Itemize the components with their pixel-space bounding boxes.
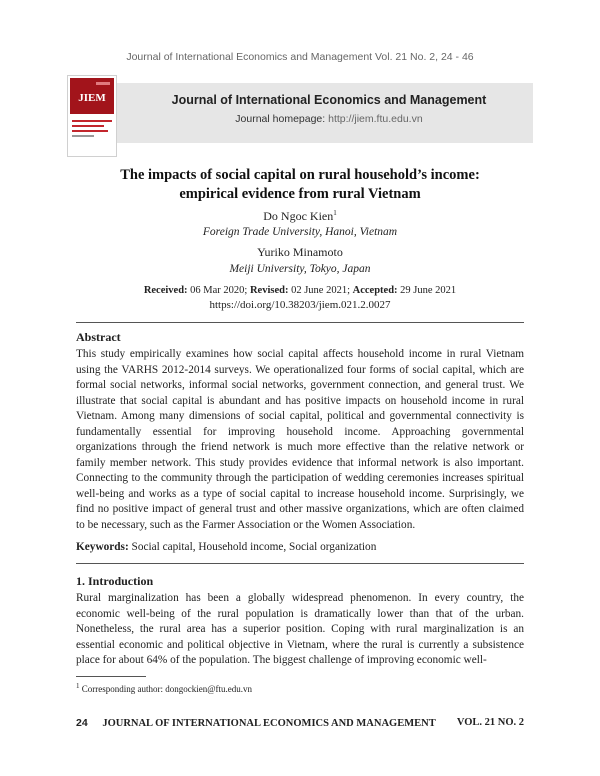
footer-journal-name: JOURNAL OF INTERNATIONAL ECONOMICS AND MANAGEMENT [102,718,436,729]
author-2: Yuriko Minamoto [257,245,343,259]
page-number: 24 [76,717,88,729]
abstract-heading: Abstract [76,330,121,344]
page-footer [76,717,524,729]
footnote-rule [76,676,146,677]
received-date: 06 Mar 2020; [190,285,248,296]
journal-homepage [67,113,533,125]
cover-tag [96,82,110,85]
introduction-heading: 1. Introduction [76,574,154,588]
running-head: Journal of International Economics and Management Vol. 21 No. 2, 24 - 46 [126,51,474,63]
abstract-text: This study empirically examines how social capital affects household income in rural Vietnam using the VARHS 2012-2014 surveys. We operationalized four forms of social capital, which are formal social networks, informal social networks, government connection, and general trust. We illustrate that social capital is abundant and has positive impacts on household income in rural Vietnam. Among many dimensions of social capital, political and governmental connectivity is fundamentally essential for improving household income. Approaching governmental organizations through the friend network is much more effective than the relative network or family member network. This study provides evidence that informal network is also important. Connecting to the community through the participation of wedding ceremonies increases spiritual well-being and works as a type of social capital to increase household income. Surprisingly, we find no positive impact of general trust and other massive organizations, which are often claimed to be necessary, such as the Farmer Association or the Women Association. [76,348,524,531]
received-label: Received: [143,285,188,296]
keywords-label: Keywords: [76,541,129,553]
doi-link[interactable]: https://doi.org/10.38203/jiem.021.2.0027 [209,299,391,311]
author-1-footnote-mark: 1 [333,209,337,217]
revised-label: Revised: [249,285,289,296]
footnote [76,682,252,694]
affiliation-2: Meiji University, Tokyo, Japan [229,263,371,275]
homepage-label: Journal homepage: [235,113,326,125]
keywords-text: Social capital, Household income, Social organization [131,541,377,553]
revised-date: 02 June 2021; [291,285,351,296]
accepted-date: 29 June 2021 [400,285,457,296]
keywords [76,541,524,553]
abstract-top-rule [76,322,524,323]
accepted-label: Accepted: [352,285,398,296]
author-1 [0,209,600,224]
article-title-line2: empirical evidence from rural Vietnam [179,186,421,202]
cover-logo: JIEM [78,92,106,104]
homepage-link[interactable]: http://jiem.ftu.edu.vn [328,113,423,125]
article-dates [0,285,600,296]
author-1-name: Do Ngoc Kien [263,209,334,223]
article-title [60,166,540,204]
journal-title: Journal of International Economics and Management [171,93,487,107]
affiliation-1: Foreign Trade University, Hanoi, Vietnam [202,226,398,238]
abstract-bottom-rule [76,563,524,564]
footer-volume: VOL. 21 NO. 2 [456,717,524,728]
introduction-text: Rural marginalization has been a globally widespread phenomenon. In every country, the economic well-being of the rural population is dramatically lower than that of the urban. Nonetheless, the rural area has a superior position. Coping with rural marginalization is an essential economic and political objective in Vietnam, where the rural is currently a subsistence place for about 64% of the population. The biggest challenge of improving economic well- [76,592,524,666]
article-title-line1: The impacts of social capital on rural household’s income: [120,167,480,183]
journal-banner [67,75,533,157]
footnote-mark: 1 [76,682,80,690]
footnote-text: Corresponding author: dongockien@ftu.edu.vn [81,684,253,694]
